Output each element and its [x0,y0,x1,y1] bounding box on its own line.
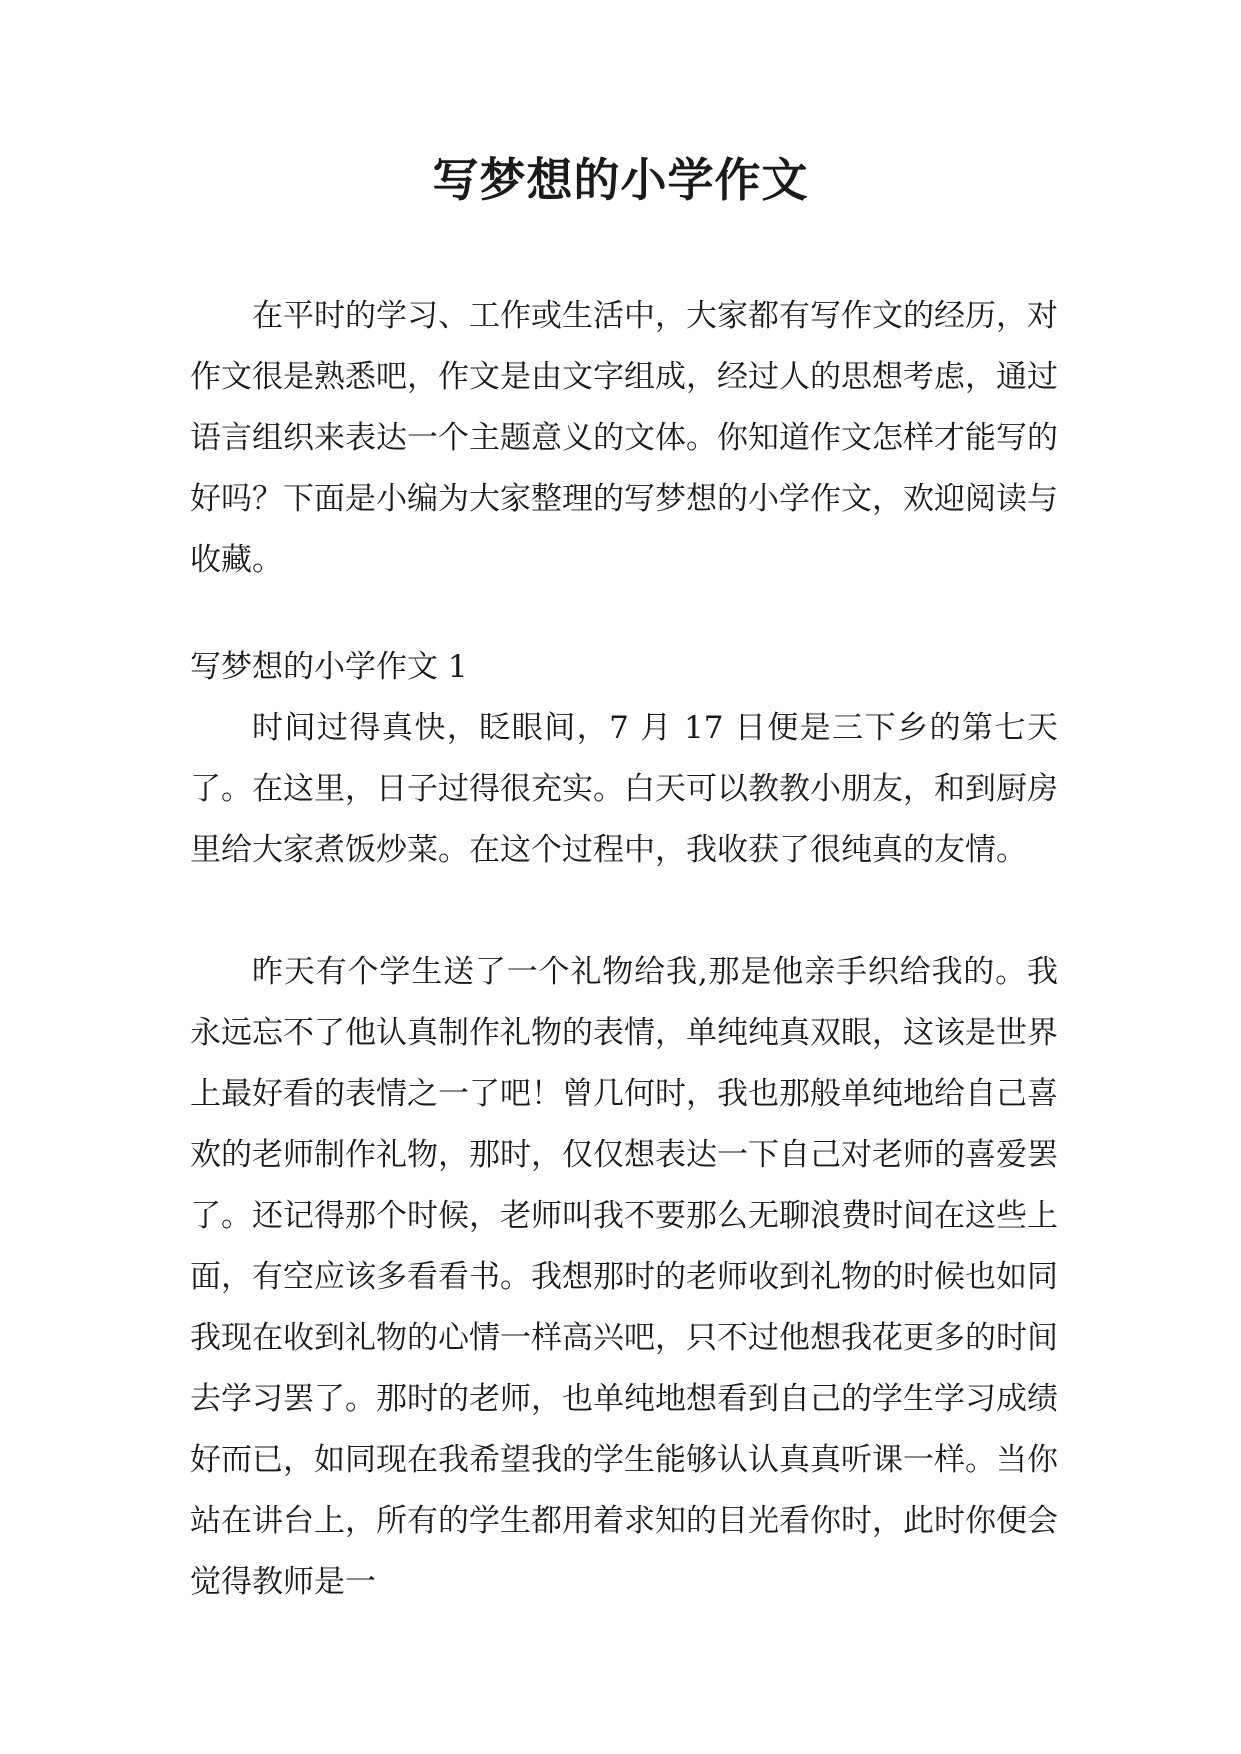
section-heading: 写梦想的小学作文 1 [190,649,468,685]
intro-paragraph: 在平时的学习、工作或生活中，大家都有写作文的经历，对作文很是熟悉吧，作文是由文字组成，经过人的思想考虑，通过语言组织来表达一个主题意义的文体。你知道作文怎样才能写的好吗？下面是小编为大家整理的写梦想的小学作文，欢迎阅读与收藏。 [190,298,1058,578]
body-paragraph: 昨天有个学生送了一个礼物给我,那是他亲手织给我的。我永远忘不了他认真制作礼物的表情，单纯纯真双眼，这该是世界上最好看的表情之一了吧！曾几何时，我也那般单纯地给自己喜欢的老师制作礼物，那时，仅仅想表达一下自己对老师的喜爱罢了。还记得那个时候，老师叫我不要那么无聊浪费时间在这些上面，有空应该多看看书。我想那时的老师收到礼物的时候也如同我现在收到礼物的心情一样高兴吧，只不过他想我花更多的时间去学习罢了。那时的老师，也单纯地想看到自己的学生学习成绩好而已，如同现在我希望我的学生能够认认真真听课一样。当你站在讲台上，所有的学生都用着求知的目光看你时，此时你便会觉得教师是一 [190,954,1058,1600]
body-paragraph: 时间过得真快，眨眼间，7 月 17 日便是三下乡的第七天了。在这里，日子过得很充实。白天可以教教小朋友，和到厨房里给大家煮饭炒菜。在这个过程中，我收获了很纯真的友情。 [190,710,1058,868]
document-title: 写梦想的小学作文 [432,153,809,207]
